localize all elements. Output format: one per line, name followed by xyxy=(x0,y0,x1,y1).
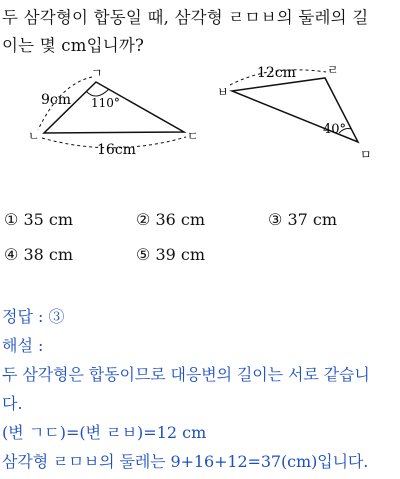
choice-mark: ④ xyxy=(4,245,19,264)
right-vertex-bottom: ㅁ xyxy=(360,148,372,162)
answer-label: 정답 : ③ xyxy=(2,307,65,326)
choice-text: 37 cm xyxy=(287,210,338,229)
explanation-line-2: 다. xyxy=(2,394,23,413)
answer-section xyxy=(2,302,398,476)
right-angle-label: 40° xyxy=(323,122,347,137)
question-line-1: 두 삼각형이 합동일 때, 삼각형 ㄹㅁㅂ의 둘레의 길 xyxy=(2,8,369,27)
choice-mark: ① xyxy=(4,210,19,229)
choice-1[interactable] xyxy=(4,210,73,229)
choice-text: 38 cm xyxy=(23,245,74,264)
choice-text: 39 cm xyxy=(155,245,206,264)
left-vertex-top: ㄱ xyxy=(91,66,103,80)
triangle-figure xyxy=(0,60,400,170)
question-line-2: 이는 몇 cm입니까? xyxy=(2,36,145,55)
question-text xyxy=(2,4,398,60)
explanation-line-3: (변 ㄱㄷ)=(변 ㄹㅂ)=12 cm xyxy=(2,423,207,442)
left-triangle xyxy=(28,66,199,158)
choice-4[interactable] xyxy=(4,245,73,264)
right-vertex-left: ㅂ xyxy=(217,85,229,99)
choice-2[interactable] xyxy=(136,210,205,229)
choice-mark: ② xyxy=(136,210,151,229)
choice-mark: ③ xyxy=(268,210,283,229)
choice-text: 36 cm xyxy=(155,210,206,229)
right-side-label: 12cm xyxy=(257,65,296,81)
choice-text: 35 cm xyxy=(23,210,74,229)
explanation-line-4: 삼각형 ㄹㅁㅂ의 둘레는 9+16+12=37(cm)입니다. xyxy=(2,452,369,471)
left-angle-label: 110° xyxy=(91,96,120,110)
choice-3[interactable] xyxy=(268,210,337,229)
left-vertex-right: ㄷ xyxy=(187,129,199,143)
choice-mark: ⑤ xyxy=(136,245,151,264)
left-vertex-left: ㄴ xyxy=(28,129,40,143)
explanation-line-1: 두 삼각형은 합동이므로 대응변의 길이는 서로 같습니 xyxy=(2,365,370,384)
explanation-label: 해설 : xyxy=(2,336,44,355)
right-vertex-top: ㄹ xyxy=(327,63,339,77)
left-side-label: 9cm xyxy=(41,92,72,108)
right-triangle xyxy=(217,63,372,162)
left-base-label: 16cm xyxy=(97,142,136,158)
choice-5[interactable] xyxy=(136,245,205,264)
